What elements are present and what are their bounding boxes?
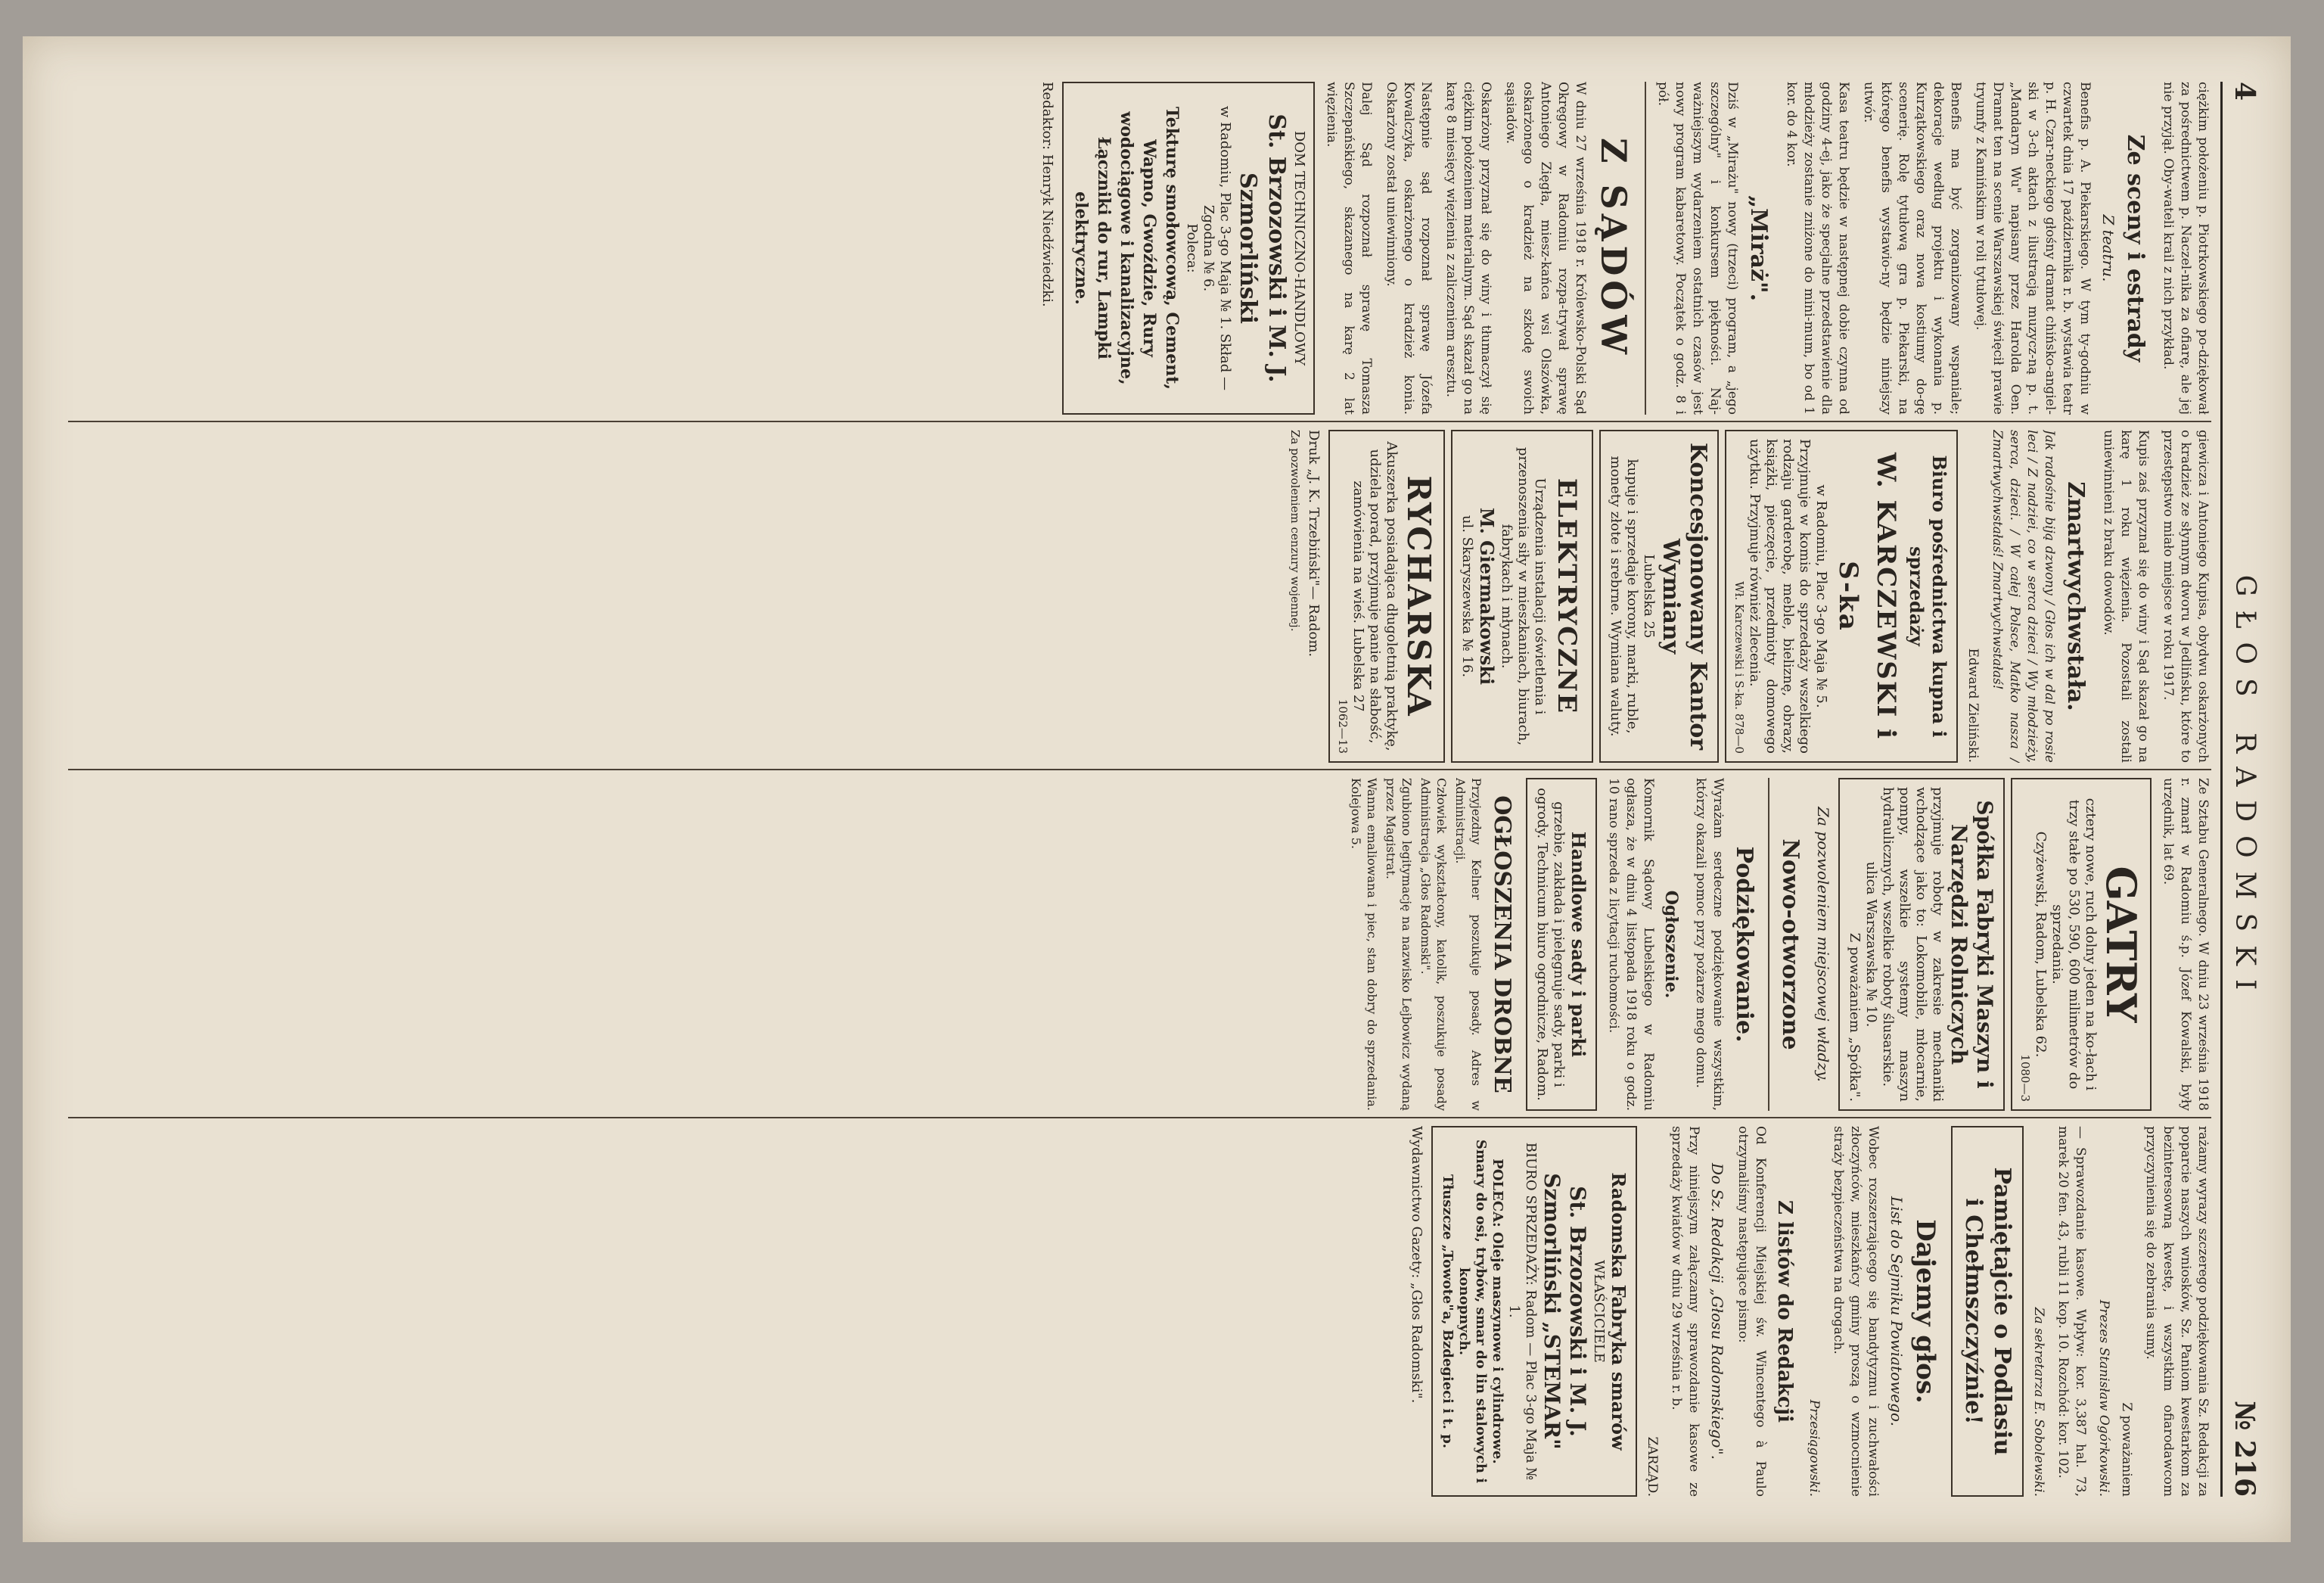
signature: Prezes Stanisław Ogórkowski. <box>2096 1299 2111 1497</box>
ad-heading: Handlowe sady i parki <box>1567 831 1589 1058</box>
permission-note: Za pozwoleniem miejscowej władzy. <box>1814 807 1832 1082</box>
divider <box>1645 82 1646 415</box>
ad-text: cztery nowe, ruch dolny jeden na ko-łach i trzy stałe po 530, 590, 600 milimetrów do sprzedania. <box>2049 798 2099 1091</box>
small-ad: Wanna emaliowana i piec, stan dobry do sprzedania. Kolejowa 5. <box>1349 778 1379 1111</box>
ad-heading: Koncesjonowany Kantor Wymiany <box>1658 442 1711 751</box>
article-text: Przy niniejszym załączamy sprawozdanie kasowe ze sprzedaży kwiatów w dniu 29 września r. b. <box>1669 1126 1701 1497</box>
ogloszenia-drobne-title: OGŁOSZENIA DROBNE <box>1489 795 1515 1093</box>
ad-poleca: Poleca: <box>1184 223 1200 273</box>
podziekowanie-title: Podziękowanie. <box>1731 846 1757 1043</box>
article-text: Oskarżony przyznał się do winy i tłumaczył się ciężkim położeniem materialnym. Sąd skazał go na karę 8 miesięcy więzienia z zaliczeniem aresztu. <box>1443 82 1493 415</box>
ad-heading: Spółka Fabryki Maszyn i Narzędzi Rolniczych <box>1947 800 1997 1089</box>
page-header <box>2220 82 2260 1497</box>
dajemy-glos-title: Dajemy głos. <box>1910 1219 1940 1404</box>
ad-code: 1080—3 <box>2018 1054 2032 1102</box>
ad-company-name: St. Brzozowski i M. J. Szmorliński <box>1235 114 1290 383</box>
column-rule <box>68 1117 2211 1118</box>
signature: Z poważaniem <box>2119 1402 2134 1497</box>
section-title-sadow: Z SĄDÓW <box>1593 137 1634 359</box>
poem-author: Edward Zieliński. <box>1965 648 1981 763</box>
ad-company-name: M. Giermakowski <box>1476 507 1498 686</box>
masthead: GŁOS RADOMSKI <box>2229 574 2260 1004</box>
ad-address: BIURO SPRZEDAŻY: Radom — Plac 3-go Maja № 1. <box>1506 1142 1539 1481</box>
article-text: Ze Sztabu Generalnego. W dniu 23 września 1918 r. zmarł w Radomiu ś.p. Józef Kowalski, były urzędnik, lat 69. <box>2161 778 2211 1111</box>
listow-title: Z listów do Redakcji <box>1773 1199 1796 1423</box>
signature: Przesiągowski. <box>1807 1399 1822 1497</box>
ad-code: Wł. Karczewski i S-ka. 878—0 <box>1732 581 1746 754</box>
article-text: ciężkim położeniu p. Piotrkowskiego po-dziękował za pośrednictwem p. Naczel-nika za ofiarę, ale jej nie przyjął. Oby-wateli krail z nich przykład. <box>2161 82 2211 415</box>
article-text: Kupis zaś przyznał się do winy i Sąd skazał go na karę 1 roku więzienia. Pozostali zostali uniewinnieni z braku dowodów. <box>2101 430 2151 763</box>
ad-text: Tłuszcze „Towote"a, Bzdegieci i t. p. <box>1440 1174 1456 1449</box>
section-subtitle: List do Sejmiku Powiatowego. <box>1887 1196 1906 1426</box>
section-title-miraz: „Miraż". <box>1745 194 1772 302</box>
footer-cenzura: Za pozwoleniem cenzury wojennej. <box>1288 430 1302 632</box>
article-text: Kasa teatru będzie w następnej dobie czynna od godziny 4-ej, jako że specjalne przedstawienie dla młodzieży zostanie zniżone do mini-mum, bo od 1 kor. do 4 kor. <box>1784 82 1851 415</box>
ad-address: w Radomiu, Plac 3-go Maja № 5. <box>1813 484 1829 708</box>
small-ad: Zgubiono legitymację na nazwisko Lejbowicz wydaną przez Magistrat. <box>1384 778 1414 1111</box>
ad-owners-label: WŁAŚCICIELE <box>1591 1260 1607 1363</box>
poem-title: Zmartwychwstała. <box>2062 481 2089 711</box>
article-text: Wobec rozszerzającego się bandytyzmu i zuchwałości złoczyńców, mieszkańcy gminy proszą o wzmocnienie straży bezpieczeństwa na drogach. <box>1831 1126 1881 1497</box>
advert-elektryczne <box>1451 430 1593 763</box>
advert-gatry <box>2011 778 2152 1111</box>
ad-address: ul. Skaryszewska № 16. <box>1459 515 1475 678</box>
section-subtitle: Do Sz. Redakcji „Głosu Radomskiego". <box>1708 1163 1726 1460</box>
appeal-subtitle: i Chełmszczyźnie! <box>1960 1198 1987 1425</box>
issue-number: № 216 <box>2229 1401 2260 1497</box>
column-2 <box>68 430 2211 763</box>
small-ad: Człowiek wykształcony, katolik, poszukuje posady Administracja „Głos Radomski". <box>1418 778 1449 1111</box>
ad-text: Urządzenia instalacji oświetlenia i przenoszenia siły w mieszkaniach, biurach, fabrykach i młynach. <box>1499 446 1548 746</box>
ad-text: przyjmuje roboty w zakresie mechaniki wchodzące jako to: Lokomobile, młocarnie, pompy, wszelkie systemy maszyn hydraulicznych, wszelkie roboty ślusarskie. <box>1880 787 1946 1102</box>
advert-spolka <box>1838 778 2005 1111</box>
signature: Za sekretarza E. Sobolewski. <box>2031 1307 2046 1497</box>
ad-text: Akuszerka posiadająca długoletnią praktykę, udziela porad, przyjmuje panie na słabość, zamówienia na wieś. Lubelska 27 <box>1350 441 1400 751</box>
poem-text: Jak radośnie biją dzwony / Głos ich w dal po rosie leci / Z nadziei, co w serca dzieci / Wy młodzieży, serca, dzieci. / W całej Polsce, Matko nasza / Zmartwychwstałaś! Zmartwychwstałaś! <box>1990 430 2057 763</box>
column-rule <box>68 421 2211 422</box>
signature: ZARZĄD. <box>1645 1436 1660 1497</box>
ogloszenie-title: Ogłoszenie. <box>1661 890 1681 999</box>
small-ad: Przyjezdny Kelner poszukuje posady. Adres w Administracji. <box>1453 778 1484 1111</box>
article-text: Wyrażam serdeczne podziękowanie wszystkim, którzy okazali pomoc przy pożarze mego domu. <box>1693 778 1726 1111</box>
appeal-title: Pamiętajcie o Podlasiu <box>1989 1167 2015 1456</box>
footer-redaktor: Redaktor: Henryk Niedźwiedzki. <box>1039 82 1055 307</box>
footer-wydawnictwo: Wydawnictwo Gazety: „Głos Radomski". <box>1409 1126 1425 1404</box>
ad-address: Lubelska 25 <box>1641 554 1657 639</box>
article-text: — Sprawozdanie kasowe. Wpływ: kor. 3,387 hal. 73, marek 20 fen. 43, rubli 11 kop. 10. Rozchód: kor. 102. <box>2055 1126 2088 1497</box>
article-text: W dniu 27 września 1918 r. Królewsko-Polski Sąd Okręgowy w Radomiu rozpa-trywał sprawę Antoniego Zięgła, miesz-kańca wsi Olszówka, oskarżonego o kradzież na szkodę swoich sąsiadów. <box>1503 82 1588 415</box>
article-text: rażamy wyrazy szczerego podziękowania Sz. Redakcji za poparcie naszych wniosków, Sz. Paniom kwestarkom za bezinteresowną kwestę, i wszystkim ofiarodawcom przyczynienia się do zebrania sumy. <box>2143 1126 2211 1497</box>
article-text: giewicza i Antoniego Kupisa, obydwu oskarżonych o kradzież ze słynnym dworu w Jedlińsku, które to przestępstwo miało miejsce w roku 1917. <box>2161 430 2211 763</box>
section-title-sceny: Ze sceny i estrady <box>2122 134 2148 362</box>
ad-heading: GATRY <box>2097 866 2145 1023</box>
column-1 <box>68 82 2211 415</box>
divider <box>1768 778 1769 1111</box>
ad-sign: Z poważaniem „Spółka". <box>1847 932 1863 1102</box>
ad-heading: Biuro pośrednictwa kupna i sprzedaży <box>1906 455 1950 738</box>
advert-rycharska <box>1328 430 1445 763</box>
advert-dom-techniczny <box>1062 82 1315 415</box>
ad-text: Przyjmuje w komis do sprzedaży wszelkiego rodzaju garderobę, meble, bieliznę, obrazy, książki, pieczęcie, przedmioty domowego użytku. Przyjmuje również zlecenia. <box>1747 439 1813 754</box>
page-number: 4 <box>2229 82 2260 101</box>
ad-heading: DOM TECHNICZNO-HANDLOWY <box>1291 130 1307 366</box>
ad-address: ulica Warszawska № 10. <box>1863 861 1879 1028</box>
column-3 <box>68 778 2211 1111</box>
newspaper-page <box>23 36 2291 1542</box>
column-rule <box>68 769 2211 770</box>
article-text: Komornik Sądowy Lubelskiego w Radomiu ogłasza, że w dniu 4 listopada 1918 roku o godz. 10 rano sprzeda z licytacji ruchomości. <box>1606 778 1656 1111</box>
column-4 <box>68 1126 2211 1497</box>
ad-company-name: W. KARCZEWSKI i S-ka <box>1833 452 1901 741</box>
article-text: Dalej Sąd rozpoznał sprawę Tomasza Szczepańskiego, skazanego na karę 2 lat więzienia. <box>1324 82 1374 415</box>
ad-address: w Radomiu, Plac 3-go Maja № 1. Skład — Zgodna № 6. <box>1201 106 1233 390</box>
article-text: Następnie sąd rozpoznał sprawę Józefa Kowalczyka, oskarżonego o kradzież konia. Oskarżony został uniewinniony. <box>1384 82 1434 415</box>
ad-heading: Radomska Fabryka smarów <box>1608 1172 1630 1451</box>
nowo-otworzone-heading: Nowo-otworzone <box>1777 838 1804 1050</box>
ad-address: Czyżewski, Radom, Lubelska 62. <box>2033 831 2049 1058</box>
advert-stemar <box>1431 1126 1637 1497</box>
ad-heading: ELEKTRYCZNE <box>1552 477 1582 715</box>
footer-druk: Druk „J. K. Trzebiński"— Radom. <box>1306 430 1322 658</box>
advert-handlowe-sady <box>1526 778 1597 1111</box>
ad-company-name: St. Brzozowski i M. J. Szmorliński „STEMAR" <box>1539 1173 1590 1450</box>
article-text: Od Konferencji Miejskiej św. Wincentego à Paulo otrzymaliśmy następujące pismo: <box>1735 1126 1768 1497</box>
article-text: Benefis ma być zorganizowany wspaniale; dekoracje według projektu i wykonania p. Kurzątkowskiego oraz nowa kostiumy do-gę scenerię. Rolę tytułową gra p. Piekarski, na którego benefis wystawio-ny będzie niniejszy utwór. <box>1861 82 1963 415</box>
ad-text: kupuje i sprzedaje korony, marki, ruble, monety złote i srebrne. Wymiana waluty. <box>1608 456 1640 737</box>
ad-text: POLECA: Oleje maszynowe i cylindrowe. Smary do osi, trybów, smar do lin stalowych i konopnych. <box>1456 1139 1505 1484</box>
rotated-page-content <box>23 36 2291 1542</box>
ad-heading: RYCHARSKA <box>1400 475 1437 717</box>
section-subtitle: Z teatru. <box>2099 214 2117 282</box>
ad-text: grzebie, zakłada i pielęgnuje sady, parki i ogrody. Technicum biuro ogrodnicze, Radom. <box>1534 788 1567 1101</box>
ad-code: 1062—13 <box>1336 698 1350 754</box>
appeal-podlasie <box>1951 1126 2024 1497</box>
advert-kantor <box>1599 430 1719 763</box>
article-text: Dziś w „Mirażu" nowy (trzeci) program, a „jego szczególny" i konkursem piękności. Naj-ważniejszym wydarzeniem ostatnich czasów jest nowy program kabaretowy. Początek o godz. 8 i pół. <box>1655 82 1740 415</box>
advert-biuro <box>1725 430 1958 763</box>
ad-items: Tekturę smołowcową, Cement, Wapno, Gwoździe, Rury wodociągowe i kanalizacyjne, Łączniki do rur, Lampki elektryczne. <box>1071 106 1182 390</box>
article-text: Benefis p. A. Piekarskiego. W tym ty-godniu w czwartek dnia 17 października r. b. wystawia teatr p. H. Czar-neckiego głośny dramat chińsko-angiel-ski w 3-ch aktach z ilustracją muzycz-ną p. t. „Mandaryn Wu" napisany przez Harolda Oen. Dramat ten na scenie Warszawskiej święcił prawie tryumfy z Kamińskim w roli tytułowej. <box>1973 82 2093 415</box>
